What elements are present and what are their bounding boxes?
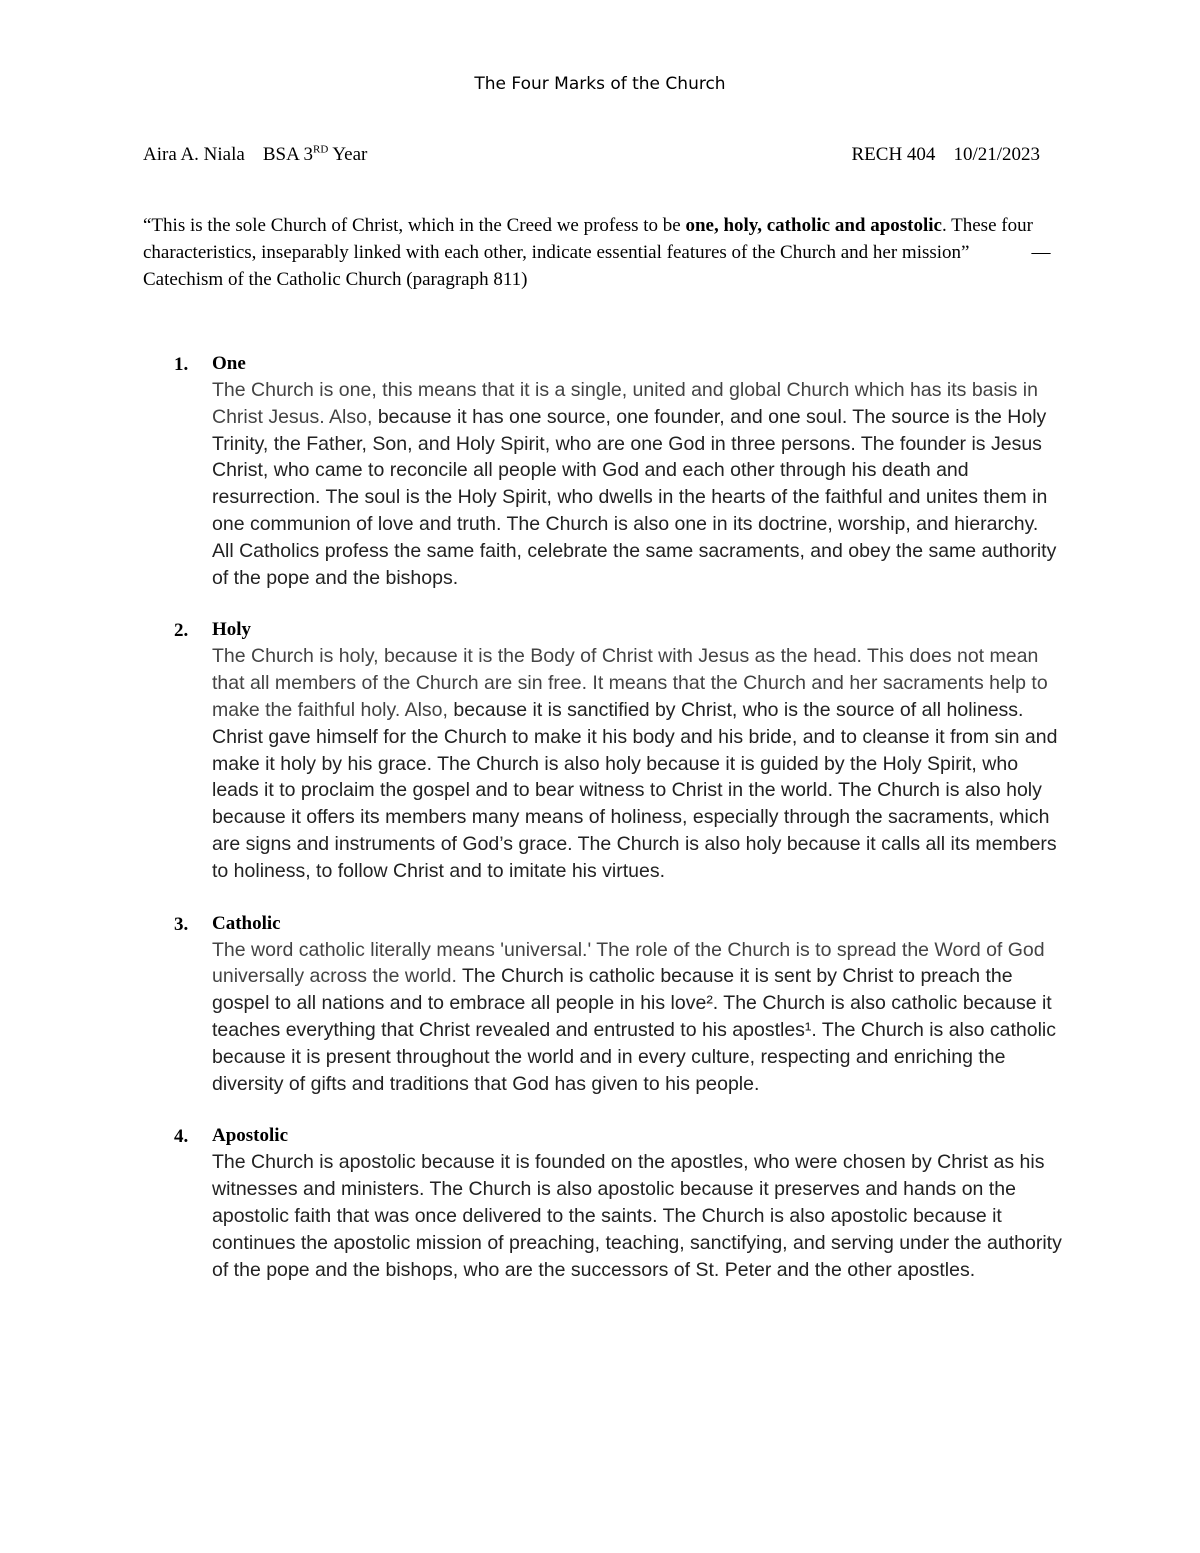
mark-title: Catholic [212,912,281,934]
mark-body: The Church is apostolic because it is founded on the apostles, who were chosen by Christ as his witnesses and ministers. The Church is also apostolic because it preserves and hands on the apostolic faith that was once delivered to the saints. The Church is also apostolic because it continues the apostolic mission of preaching, teaching, sanctifying, and serving under the authority of the pope and the bishops, who are the successors of St. Peter and the other apostles. [212,1151,1062,1281]
mark-description [212,1149,1062,1283]
list-number: 1. [174,354,189,375]
date: 10/21/2023 [953,144,1040,165]
quote-source: — Catechism of the Catholic Church (paragraph 811) [143,242,1051,290]
mark-body: The Church is catholic because it is sent by Christ to preach the gospel to all nations and to embrace all people in his love². The Church is also catholic because it teaches everything that Christ revealed and entrusted to his apostles¹. The Church is also catholic because it is present throughout the world and in every culture, respecting and enriching the diversity of gifts and traditions that God has given to his people. [212,965,1057,1095]
list-item-one [0,351,1062,591]
catechism-quote [143,212,1058,293]
mark-body: because it is sanctified by Christ, who is the source of all holiness. Christ gave himself for the Church to make it his body and his bride, and to cleanse it from sin and make it holy by his grace. The Church is also holy because it is guided by the Holy Spirit, who leads it to proclaim the gospel and to bear witness to Christ in the world. The Church is also holy because it offers its members many means of holiness, especially through the sacraments, which are signs and instruments of God’s grace. The Church is also holy because it calls all its members to holiness, to follow Christ and to imitate his virtues. [212,698,1058,882]
mark-description [212,643,1062,884]
quote-text-after: . These four characteristics, inseparably linked with each other, indicate essential features of the Church and her mission” [143,215,1033,263]
quote-emphasis: one, holy, catholic and apostolic [685,215,942,236]
list-item-holy [0,617,1062,884]
mark-body: because it has one source, one founder, and one soul. The source is the Holy Trinity, the Father, Son, and Holy Spirit, who are one God in three persons. The founder is Jesus Christ, who came to reconcile all people with God and each other through his death and resurrection. The soul is the Holy Spirit, who dwells in the hearts of the faithful and unites them in one communion of love and truth. The Church is also one in its doctrine, worship, and hierarchy. All Catholics profess the same faith, celebrate the same sacraments, and obey the same authority of the pope and the bishops. [212,405,1057,589]
list-item-apostolic [0,1123,1062,1283]
list-number: 4. [174,1126,189,1148]
mark-lead: The word catholic literally means 'universal.' The role of the Church is to spread the Word of God universally across the world. [212,938,1045,988]
document-title: The Four Marks of the Church [474,74,726,94]
program-ordinal: RD [313,143,329,156]
mark-title: Apostolic [212,1125,288,1147]
mark-description [212,937,1062,1098]
mark-title: One [212,353,246,374]
quote-text-before: “This is the sole Church of Christ, which in the Creed we profess to be [143,215,686,236]
mark-lead: The Church is one, this means that it is a single, united and global Church which has its basis in Christ Jesus. Also, [212,379,1038,428]
list-number: 3. [174,913,189,935]
course-code: RECH 404 [851,144,936,165]
list-number: 2. [174,620,189,642]
list-item-catholic [0,911,1062,1098]
program-suffix: Year [328,144,368,165]
mark-title: Holy [212,619,252,641]
mark-lead: The Church is holy, because it is the Body of Christ with Jesus as the head. This does not mean that all members of the Church are sin free. It means that the Church and her sacraments help to make the faithful holy. Also, [212,645,1048,721]
course-info [852,142,1041,168]
student-info [143,142,385,168]
mark-description [212,377,1062,591]
program-year [263,144,368,165]
author-name: Aira A. Niala [143,144,245,165]
program: BSA 3 [262,144,313,165]
marks-list [0,350,1200,1309]
